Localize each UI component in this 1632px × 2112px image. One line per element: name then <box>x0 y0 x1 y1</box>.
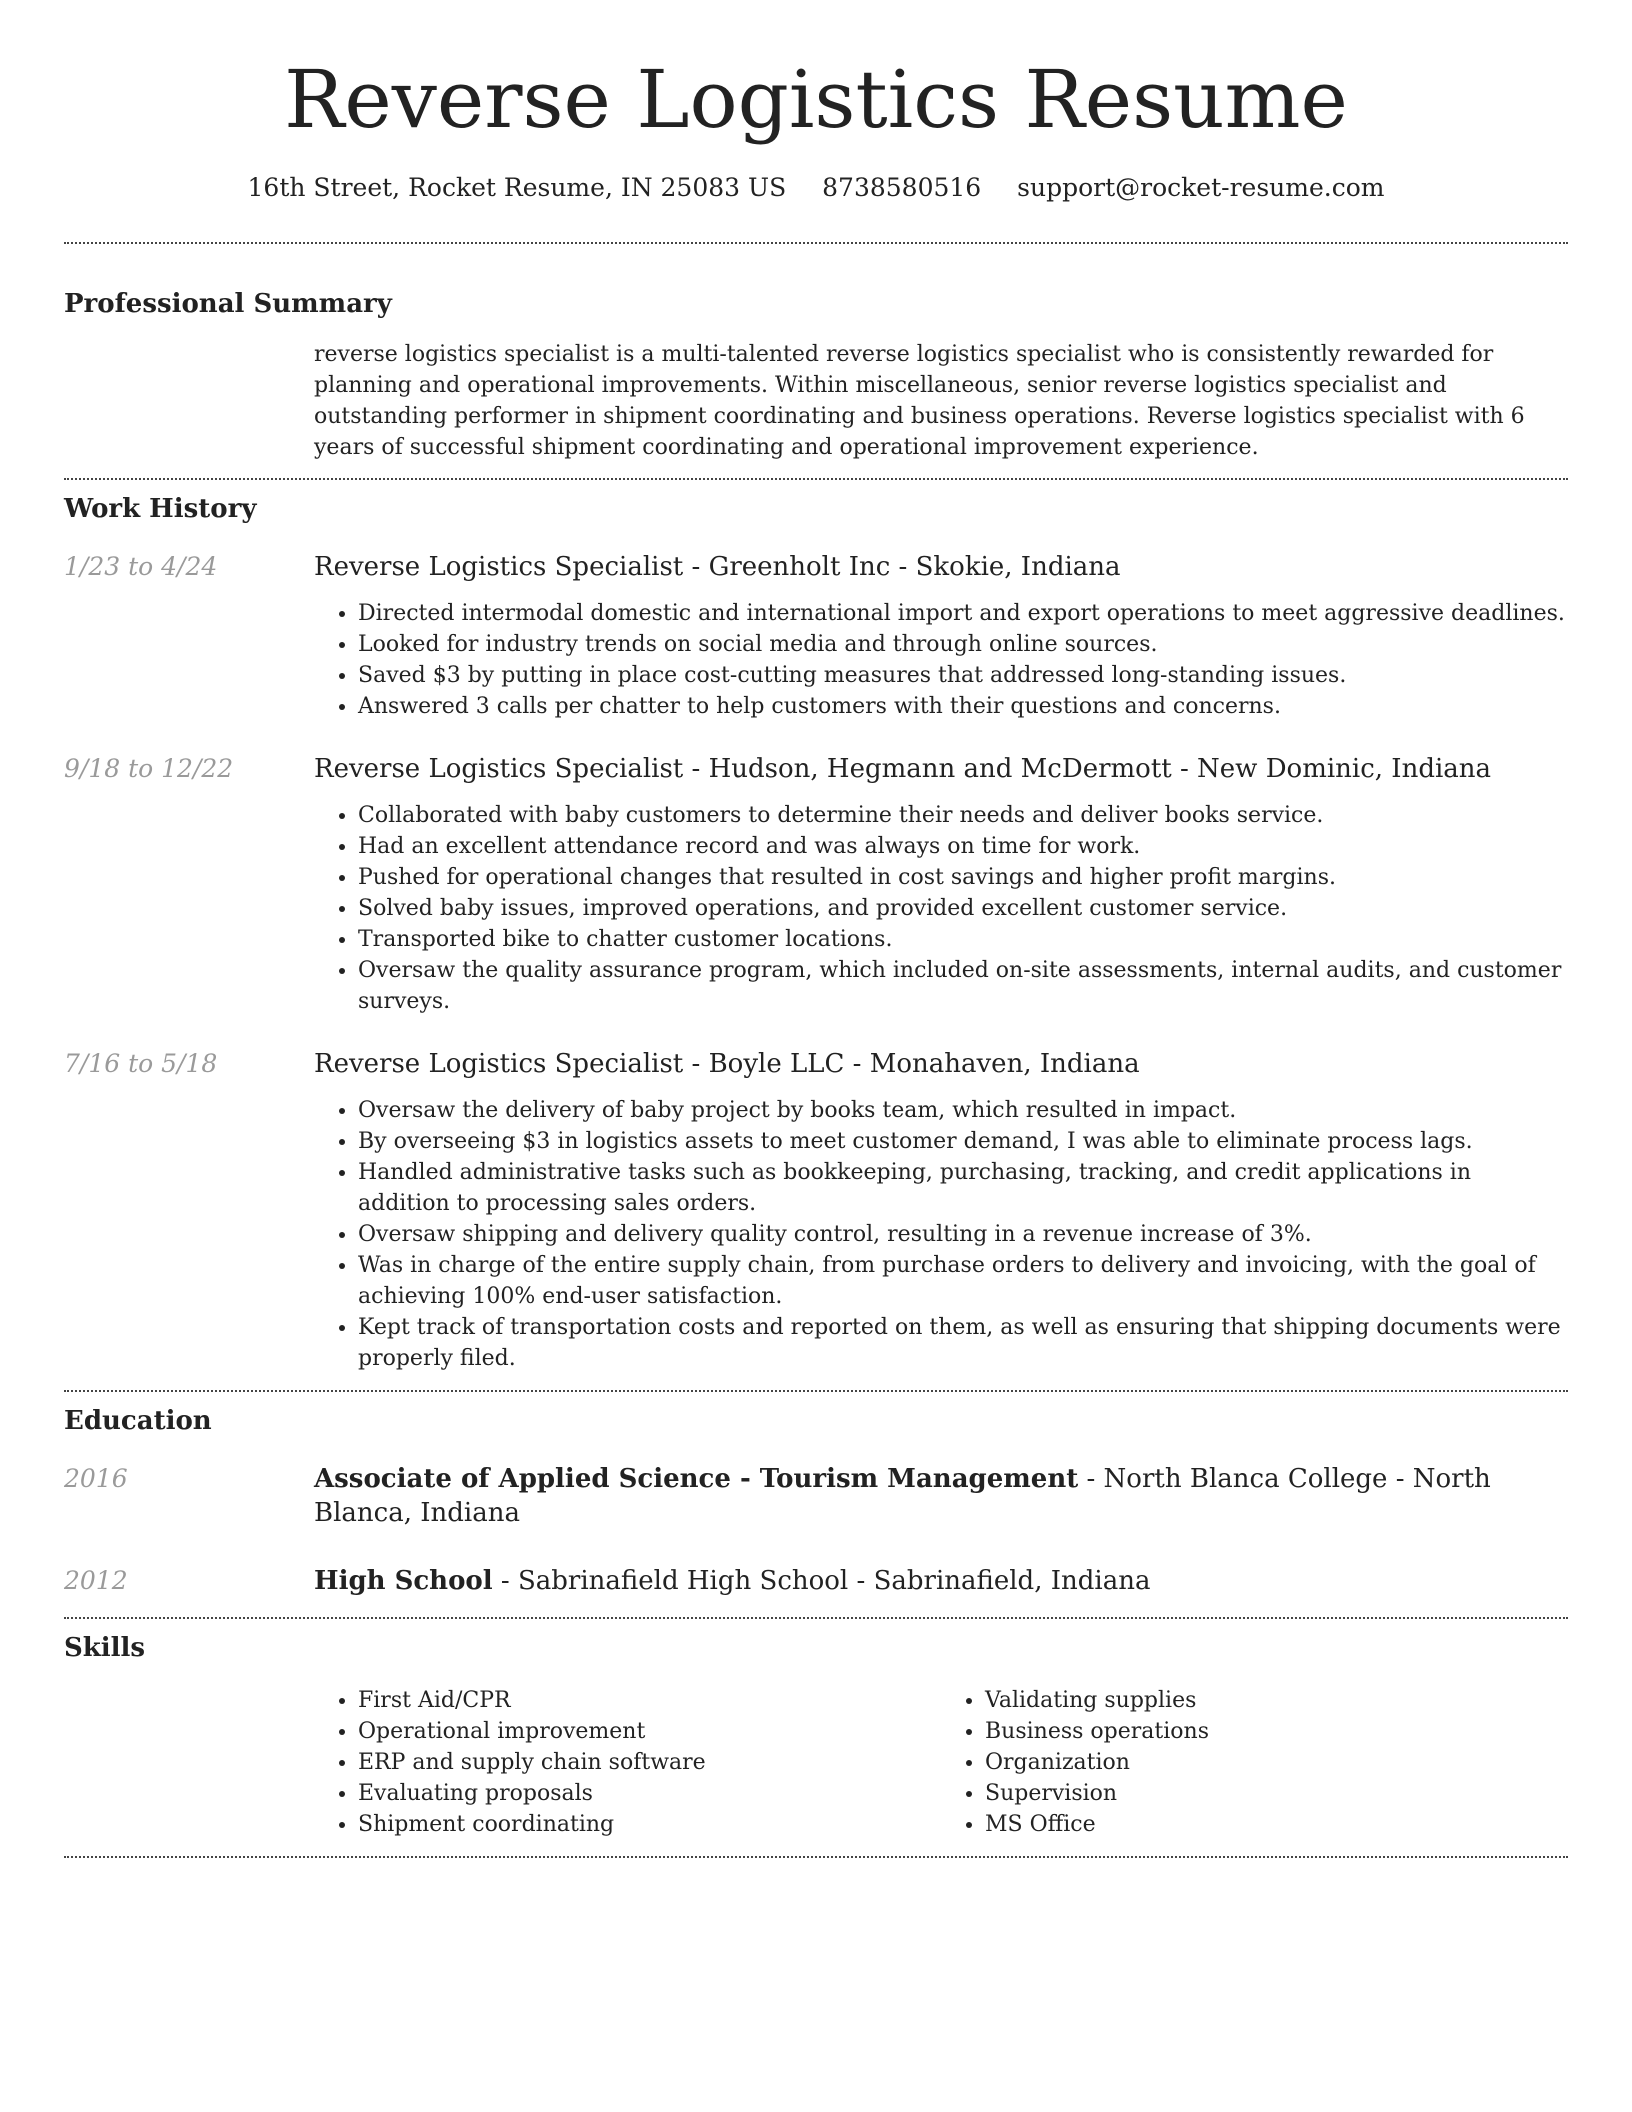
job-bullet: • Was in charge of the entire supply chain, from purchase orders to delivery and invoicing, with the goal of achieving 100% end-user satisfaction. <box>358 1250 1568 1312</box>
divider <box>64 1390 1568 1392</box>
job-bullet: • Looked for industry trends on social media and through online sources. <box>358 629 1568 660</box>
job-bullet: • Solved baby issues, improved operations, and provided excellent customer service. <box>358 893 1568 924</box>
job-bullet: • By overseeing $3 in logistics assets to meet customer demand, I was able to eliminate process lags. <box>358 1126 1568 1157</box>
job-bullet: • Oversaw the quality assurance program, which included on-site assessments, internal audits, and customer surveys. <box>358 955 1568 1017</box>
job-dates: 7/16 to 5/18 <box>64 1049 218 1078</box>
skill-item: • ERP and supply chain software <box>358 1747 941 1778</box>
education-school: - North Blanca College - North Blanca, Indiana <box>314 1464 1491 1528</box>
skills-section <box>64 1631 1568 1840</box>
skill-item: • Business operations <box>985 1716 1568 1747</box>
resume-page <box>64 0 1568 1858</box>
job-bullet: • Answered 3 calls per chatter to help customers with their questions and concerns. <box>358 691 1568 722</box>
education-school: - Sabrinafield High School - Sabrinafield, Indiana <box>492 1566 1151 1596</box>
job-bullet: • Kept track of transportation costs and reported on them, as well as ensuring that shipping documents were properly filed. <box>358 1312 1568 1374</box>
skill-item: • Supervision <box>985 1778 1568 1809</box>
education-degree: High School <box>314 1566 493 1596</box>
section-heading-skills: Skills <box>64 1633 146 1663</box>
divider <box>64 478 1568 480</box>
job-bullet: • Had an excellent attendance record and was always on time for work. <box>358 831 1568 862</box>
work-history-section <box>64 492 1568 1374</box>
skill-item: • Organization <box>985 1747 1568 1778</box>
job-entry <box>64 752 1568 1017</box>
skill-item: • Validating supplies <box>985 1685 1568 1716</box>
summary-section <box>64 287 1568 463</box>
section-heading-work: Work History <box>64 494 257 524</box>
job-bullet: • Pushed for operational changes that resulted in cost savings and higher profit margins. <box>358 862 1568 893</box>
job-dates: 1/23 to 4/24 <box>64 552 218 581</box>
contact-address: 16th Street, Rocket Resume, IN 25083 US <box>247 173 787 202</box>
skills-list-right <box>941 1685 1568 1840</box>
contact-phone: 8738580516 <box>822 173 982 202</box>
job-title: Reverse Logistics Specialist - Greenholt Inc - Skokie, Indiana <box>314 552 1121 582</box>
resume-title: Reverse Logistics Resume <box>284 53 1348 146</box>
job-bullet: • Oversaw shipping and delivery quality control, resulting in a revenue increase of 3%. <box>358 1219 1568 1250</box>
section-heading-education: Education <box>64 1406 212 1436</box>
education-year: 2016 <box>64 1464 128 1493</box>
skill-item: • MS Office <box>985 1809 1568 1840</box>
contact-line <box>64 170 1568 206</box>
job-entry <box>64 550 1568 722</box>
education-entry <box>64 1462 1568 1530</box>
section-heading-summary: Professional Summary <box>64 289 392 319</box>
divider <box>64 1617 1568 1619</box>
education-entry <box>64 1564 1568 1598</box>
skill-item: • Operational improvement <box>358 1716 941 1747</box>
job-bullet: • Oversaw the delivery of baby project by books team, which resulted in impact. <box>358 1095 1568 1126</box>
skill-item: • Evaluating proposals <box>358 1778 941 1809</box>
skills-list-left <box>314 1685 941 1840</box>
summary-text: reverse logistics specialist is a multi-talented reverse logistics specialist who is consistently rewarded for planning and operational improvements. Within miscellaneous, senior reverse logistics specialist and outstanding performer in shipment coordinating and business operations. Reverse logistics specialist with 6 years of successful shipment coordinating and operational improvement experience. <box>314 342 1525 460</box>
divider <box>64 242 1568 244</box>
job-bullet: • Directed intermodal domestic and international import and export operations to meet aggressive deadlines. <box>358 598 1568 629</box>
job-bullet: • Transported bike to chatter customer locations. <box>358 924 1568 955</box>
skill-item: • Shipment coordinating <box>358 1809 941 1840</box>
job-bullet: • Saved $3 by putting in place cost-cutting measures that addressed long-standing issues. <box>358 660 1568 691</box>
contact-email[interactable]: support@rocket-resume.com <box>1017 173 1385 202</box>
job-bullet: • Handled administrative tasks such as bookkeeping, purchasing, tracking, and credit applications in addition to processing sales orders. <box>358 1157 1568 1219</box>
job-entry <box>64 1047 1568 1374</box>
job-dates: 9/18 to 12/22 <box>64 754 234 783</box>
skill-item: • First Aid/CPR <box>358 1685 941 1716</box>
education-degree: Associate of Applied Science - Tourism Management <box>314 1464 1079 1494</box>
job-bullet: • Collaborated with baby customers to determine their needs and deliver books service. <box>358 800 1568 831</box>
education-year: 2012 <box>64 1566 128 1595</box>
divider <box>64 1856 1568 1858</box>
education-section <box>64 1404 1568 1598</box>
job-title: Reverse Logistics Specialist - Boyle LLC - Monahaven, Indiana <box>314 1049 1140 1079</box>
job-title: Reverse Logistics Specialist - Hudson, Hegmann and McDermott - New Dominic, Indiana <box>314 754 1492 784</box>
